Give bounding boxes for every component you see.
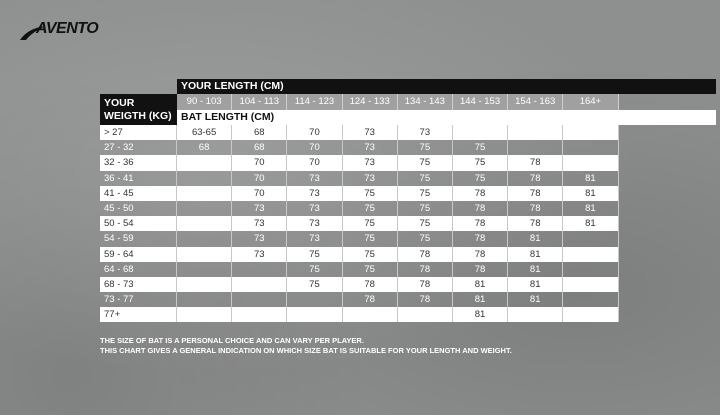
bat-length-cell (232, 307, 287, 322)
bat-length-cell: 81 (563, 171, 618, 186)
bat-length-cell (398, 307, 453, 322)
bat-length-cell: 73 (232, 231, 287, 246)
bat-length-cell: 75 (398, 155, 453, 170)
bat-length-cell (563, 155, 618, 170)
bat-length-cell: 78 (453, 247, 508, 262)
bat-length-cell: 68 (177, 140, 232, 155)
table-row (100, 186, 619, 201)
bat-length-cell: 78 (453, 216, 508, 231)
bat-length-cell (177, 231, 232, 246)
bat-length-cell: 81 (453, 292, 508, 307)
bat-length-cell: 73 (232, 216, 287, 231)
bat-length-cell: 75 (398, 201, 453, 216)
table-row (100, 247, 619, 262)
weight-cell: > 27 (100, 125, 177, 140)
bat-length-cell: 70 (232, 171, 287, 186)
bat-length-cell: 75 (398, 171, 453, 186)
footnote-line-1: THE SIZE OF BAT IS A PERSONAL CHOICE AND CAN VARY PER PLAYER. (100, 336, 364, 345)
bat-length-cell: 78 (398, 292, 453, 307)
length-range-cell: 144 - 153 (453, 94, 508, 110)
bat-length-cell: 75 (343, 201, 398, 216)
bat-length-cell: 78 (453, 231, 508, 246)
bat-length-cell: 75 (343, 186, 398, 201)
length-range-cell: 114 - 123 (287, 94, 342, 110)
bat-length-cell (177, 155, 232, 170)
bat-length-cell (563, 277, 618, 292)
weight-cell: 59 - 64 (100, 247, 177, 262)
bat-length-cell: 78 (453, 186, 508, 201)
weight-cell: 77+ (100, 307, 177, 322)
bat-length-cell: 78 (343, 292, 398, 307)
bat-length-cell (232, 277, 287, 292)
bat-length-cell: 73 (287, 231, 342, 246)
bat-length-cell (177, 247, 232, 262)
bat-length-cell (563, 140, 618, 155)
bat-length-cell (177, 277, 232, 292)
table-row (100, 277, 619, 292)
weight-cell: 50 - 54 (100, 216, 177, 231)
bat-length-cell: 78 (508, 155, 563, 170)
bat-length-cell: 78 (453, 262, 508, 277)
bat-length-cell (343, 307, 398, 322)
bat-length-cell: 73 (232, 247, 287, 262)
bat-length-cell: 75 (398, 216, 453, 231)
bat-length-cell: 81 (508, 231, 563, 246)
bat-length-cell (508, 307, 563, 322)
table-row (100, 307, 619, 322)
bat-length-cell: 75 (398, 140, 453, 155)
bat-length-header: BAT LENGTH (CM) (177, 110, 716, 125)
bat-length-cell (177, 262, 232, 277)
table-body (100, 125, 619, 322)
length-ranges-row (177, 94, 619, 110)
weight-cell: 54 - 59 (100, 231, 177, 246)
bat-length-cell: 78 (508, 201, 563, 216)
bat-length-cell: 73 (343, 140, 398, 155)
bat-length-cell (563, 231, 618, 246)
bat-length-cell: 78 (508, 186, 563, 201)
bat-length-cell: 73 (287, 216, 342, 231)
bat-length-cell: 63-65 (177, 125, 232, 140)
length-range-cell: 104 - 113 (232, 94, 287, 110)
bat-length-cell: 73 (398, 125, 453, 140)
bat-length-cell: 78 (508, 171, 563, 186)
bat-length-cell (177, 307, 232, 322)
length-header: YOUR LENGTH (CM) (177, 79, 716, 94)
weight-cell: 45 - 50 (100, 201, 177, 216)
bat-length-cell: 81 (563, 201, 618, 216)
bat-length-cell (453, 125, 508, 140)
table-row (100, 125, 619, 140)
bat-length-cell: 75 (453, 155, 508, 170)
bat-length-cell: 75 (287, 247, 342, 262)
weight-cell: 73 - 77 (100, 292, 177, 307)
length-range-cell: 154 - 163 (508, 94, 563, 110)
bat-length-cell: 75 (343, 247, 398, 262)
bat-length-cell (177, 292, 232, 307)
length-range-cell: 164+ (563, 94, 618, 110)
bat-length-cell: 70 (287, 155, 342, 170)
weight-header: YOUR WEIGTH (KG) (100, 94, 177, 125)
bat-length-cell: 81 (563, 216, 618, 231)
bat-length-cell (563, 125, 618, 140)
table-row (100, 140, 619, 155)
bat-length-cell: 81 (563, 186, 618, 201)
weight-cell: 41 - 45 (100, 186, 177, 201)
bat-length-cell: 81 (508, 262, 563, 277)
length-range-cell: 134 - 143 (398, 94, 453, 110)
table-row (100, 201, 619, 216)
bat-length-cell (563, 247, 618, 262)
bat-length-cell: 78 (398, 262, 453, 277)
table-row (100, 155, 619, 170)
bat-length-cell: 78 (398, 247, 453, 262)
brand-logo: AVENTO (36, 20, 99, 37)
weight-cell: 27 - 32 (100, 140, 177, 155)
bat-length-cell (563, 262, 618, 277)
bat-length-cell: 78 (343, 277, 398, 292)
bat-length-cell: 75 (453, 171, 508, 186)
bat-length-cell (508, 125, 563, 140)
bat-length-cell: 73 (343, 155, 398, 170)
bat-length-cell: 75 (453, 140, 508, 155)
length-range-cell: 124 - 133 (343, 94, 398, 110)
table-row (100, 292, 619, 307)
bat-length-cell: 78 (508, 216, 563, 231)
bat-length-cell: 81 (508, 247, 563, 262)
bat-length-cell: 81 (453, 307, 508, 322)
table-row (100, 216, 619, 231)
bat-length-cell (563, 292, 618, 307)
footnotes (100, 336, 512, 356)
bat-length-cell (508, 140, 563, 155)
bat-length-cell: 75 (287, 277, 342, 292)
bat-length-cell (177, 171, 232, 186)
bat-length-cell (563, 307, 618, 322)
bat-length-cell: 73 (232, 201, 287, 216)
bat-length-cell: 73 (287, 201, 342, 216)
bat-length-cell: 75 (343, 231, 398, 246)
bat-length-cell (232, 292, 287, 307)
weight-cell: 32 - 36 (100, 155, 177, 170)
weight-cell: 64 - 68 (100, 262, 177, 277)
bat-length-cell: 70 (232, 186, 287, 201)
length-range-cell: 90 - 103 (177, 94, 232, 110)
bat-length-cell (287, 292, 342, 307)
bat-length-cell: 78 (398, 277, 453, 292)
bat-length-cell (177, 216, 232, 231)
bat-length-cell: 73 (343, 125, 398, 140)
bat-length-cell (232, 262, 287, 277)
table-row (100, 171, 619, 186)
bat-length-cell (287, 307, 342, 322)
bat-length-cell: 81 (508, 292, 563, 307)
bat-length-cell: 75 (343, 216, 398, 231)
bat-length-cell: 75 (287, 262, 342, 277)
bat-length-cell: 75 (398, 231, 453, 246)
bat-length-cell: 81 (453, 277, 508, 292)
weight-cell: 36 - 41 (100, 171, 177, 186)
bat-length-cell: 70 (287, 125, 342, 140)
footnote-line-2: THIS CHART GIVES A GENERAL INDICATION ON WHICH SIZE BAT IS SUITABLE FOR YOUR LENGTH AND WEIGHT. (100, 346, 512, 355)
weight-cell: 68 - 73 (100, 277, 177, 292)
bat-length-cell: 70 (232, 155, 287, 170)
bat-length-cell: 73 (287, 171, 342, 186)
table-row (100, 262, 619, 277)
bat-length-cell: 81 (508, 277, 563, 292)
bat-length-cell: 73 (343, 171, 398, 186)
bat-length-cell: 73 (287, 186, 342, 201)
table-row (100, 231, 619, 246)
bat-length-cell (177, 201, 232, 216)
bat-length-cell (177, 186, 232, 201)
bat-length-cell: 75 (343, 262, 398, 277)
bat-length-cell: 68 (232, 140, 287, 155)
bat-length-cell: 78 (453, 201, 508, 216)
bat-length-cell: 68 (232, 125, 287, 140)
bat-length-cell: 75 (398, 186, 453, 201)
bat-length-cell: 70 (287, 140, 342, 155)
